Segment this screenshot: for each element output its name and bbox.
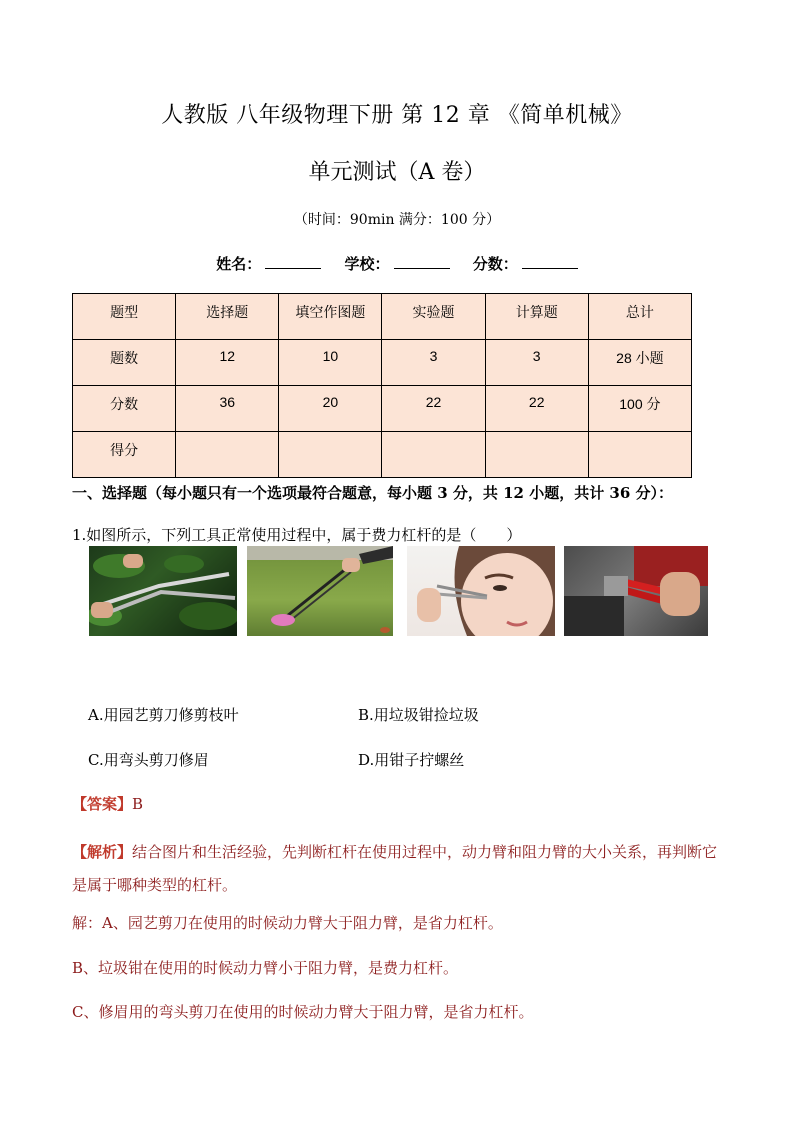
garden-shears-photo	[89, 546, 237, 636]
answer-value: B	[132, 795, 144, 813]
score-label: 分数：	[472, 255, 518, 273]
analysis-text: 结合图片和生活经验，先判断杠杆在使用过程中，动力臂和阻力臂的大小关系，再判断它是属于哪种类型的杠杆。	[72, 843, 718, 894]
table-header-cell: 总计	[588, 294, 691, 340]
table-header-cell: 选择题	[176, 294, 279, 340]
table-row	[73, 432, 692, 478]
option-a[interactable]: A.用园艺剪刀修剪枝叶	[88, 706, 239, 724]
student-info-row	[0, 253, 794, 274]
table-cell-empty[interactable]	[176, 432, 279, 478]
school-blank[interactable]	[394, 254, 450, 269]
table-row	[73, 340, 692, 386]
eyebrow-scissors-photo	[407, 546, 555, 636]
table-header-cell: 题型	[73, 294, 176, 340]
document-title-line2: 单元测试（A 卷）	[308, 160, 486, 185]
table-cell: 36	[176, 386, 279, 432]
table-cell: 20	[279, 386, 382, 432]
table-cell: 22	[485, 386, 588, 432]
exam-info: （时间：90min 满分：100 分）	[293, 212, 501, 228]
score-blank[interactable]	[522, 254, 578, 269]
solution-line: B、垃圾钳在使用的时候动力臂小于阻力臂，是费力杠杆。	[72, 959, 459, 977]
solution-line: 解：A、园艺剪刀在使用的时候动力臂大于阻力臂，是省力杠杆。	[72, 914, 503, 932]
table-cell: 28 小题	[588, 340, 691, 386]
document-title-line1: 人教版 八年级物理下册 第 12 章 《简单机械》	[161, 103, 633, 128]
pliers-photo	[564, 546, 708, 636]
table-cell: 得分	[73, 432, 176, 478]
trash-tongs-photo	[247, 546, 393, 636]
table-row	[73, 386, 692, 432]
table-cell: 3	[485, 340, 588, 386]
table-cell: 10	[279, 340, 382, 386]
name-label: 姓名：	[216, 255, 262, 273]
name-blank[interactable]	[265, 254, 321, 269]
answer-tag: 【答案】	[72, 795, 133, 813]
analysis-tag: 【解析】	[72, 843, 133, 861]
table-cell-empty[interactable]	[382, 432, 485, 478]
table-cell: 22	[382, 386, 485, 432]
analysis-paragraph	[72, 836, 724, 902]
option-c[interactable]: C.用弯头剪刀修眉	[88, 751, 209, 769]
question-stem: 1.如图所示，下列工具正常使用过程中，属于费力杠杆的是（ ）	[72, 526, 522, 544]
table-header-row	[73, 294, 692, 340]
table-cell: 100 分	[588, 386, 691, 432]
table-cell: 分数	[73, 386, 176, 432]
answer-line	[72, 793, 143, 814]
table-cell-empty[interactable]	[485, 432, 588, 478]
table-cell: 3	[382, 340, 485, 386]
table-cell-empty[interactable]	[279, 432, 382, 478]
table-header-cell: 计算题	[485, 294, 588, 340]
table-header-cell: 实验题	[382, 294, 485, 340]
solution-line: C、修眉用的弯头剪刀在使用的时候动力臂大于阻力臂，是省力杠杆。	[72, 1003, 534, 1021]
score-table	[72, 293, 692, 478]
table-cell: 12	[176, 340, 279, 386]
table-cell: 题数	[73, 340, 176, 386]
table-cell-empty[interactable]	[588, 432, 691, 478]
option-d[interactable]: D.用钳子拧螺丝	[358, 751, 465, 769]
table-header-cell: 填空作图题	[279, 294, 382, 340]
option-b[interactable]: B.用垃圾钳捡垃圾	[358, 706, 479, 724]
school-label: 学校：	[344, 255, 390, 273]
section-heading: 一、选择题（每小题只有一个选项最符合题意，每小题 3 分，共 12 小题，共计 36 分）：	[72, 484, 674, 502]
